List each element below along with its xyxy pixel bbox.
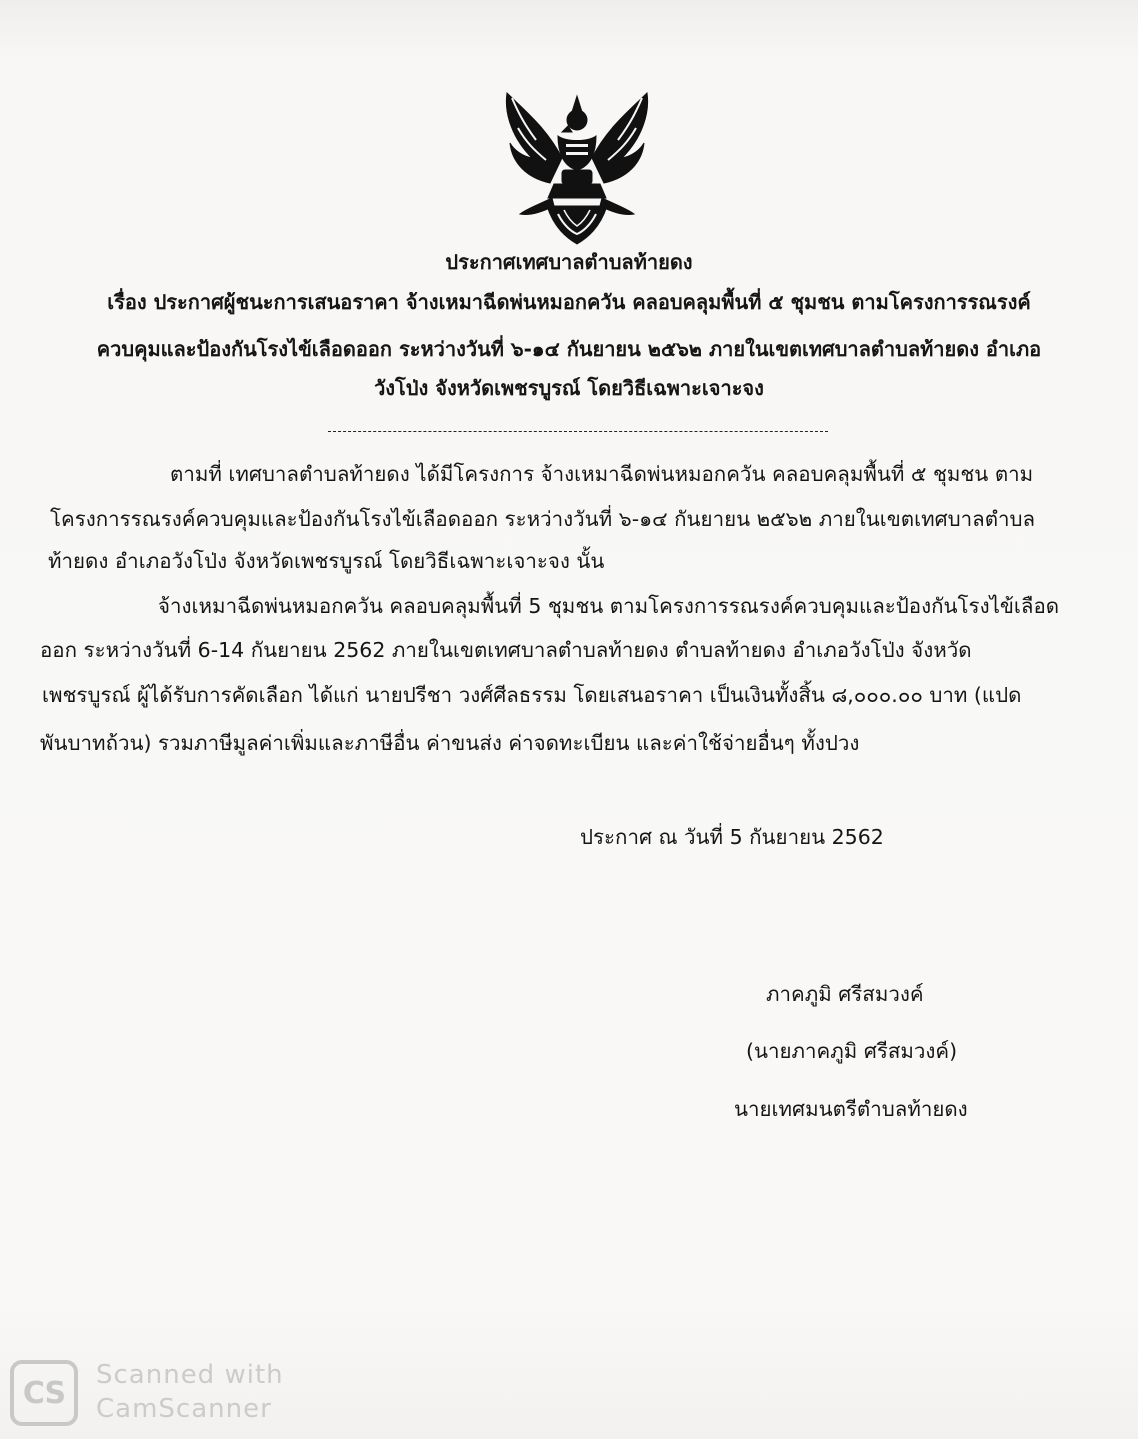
paragraph2-line-3: เพชรบูรณ์ ผู้ได้รับการคัดเลือก ได้แก่ นายปรีชา วงศ์ศีลธรรม โดยเสนอราคา เป็นเงินทั้งสิ้น ๘,๐๐๐.๐๐ บาท (แปด — [42, 683, 1022, 707]
paragraph2-line-1: จ้างเหมาฉีดพ่นหมอกควัน คลอบคลุมพื้นที่ 5 ชุมชน ตามโครงการรณรงค์ควบคุมและป้องกันโรงไข้เลือด — [158, 594, 1060, 618]
separator-dashed-line — [328, 431, 828, 432]
watermark-line-1: Scanned with — [96, 1360, 284, 1390]
paragraph1-line-3: ท้ายดง อำเภอวังโป่ง จังหวัดเพชรบูรณ์ โดยวิธีเฉพาะเจาะจง นั้น — [48, 549, 605, 573]
subject-line-1: เรื่อง ประกาศผู้ชนะการเสนอราคา จ้างเหมาฉีดพ่นหมอกควัน คลอบคลุมพื้นที่ ๕ ชุมชน ตามโครงการรณรงค์ — [107, 290, 1031, 314]
paragraph1-line-2: โครงการรณรงค์ควบคุมและป้องกันโรงไข้เลือดออก ระหว่างวันที่ ๖-๑๔ กันยายน ๒๕๖๒ ภายในเขตเทศบาลตำบล — [50, 507, 1036, 531]
subject-line-2: ควบคุมและป้องกันโรงไข้เลือดออก ระหว่างวันที่ ๖-๑๔ กันยายน ๒๕๖๒ ภายในเขตเทศบาลตำบลท้ายดง อำเภอ — [96, 337, 1042, 361]
paragraph1-line-1: ตามที่ เทศบาลตำบลท้ายดง ได้มีโครงการ จ้างเหมาฉีดพ่นหมอกควัน คลอบคลุมพื้นที่ ๕ ชุมชน ตาม — [170, 462, 1034, 486]
garuda-emblem-icon — [492, 88, 662, 248]
subject-line-3: วังโป่ง จังหวัดเพชรบูรณ์ โดยวิธีเฉพาะเจาะจง — [374, 376, 764, 400]
announcement-date: ประกาศ ณ วันที่ 5 กันยายน 2562 — [580, 825, 884, 849]
paragraph2-line-4: พันบาทถ้วน) รวมภาษีมูลค่าเพิ่มและภาษีอื่น ค่าขนส่ง ค่าจดทะเบียน และค่าใช้จ่ายอื่นๆ ทั้งปวง — [40, 731, 860, 755]
announcement-title: ประกาศเทศบาลตำบลท้ายดง — [445, 250, 693, 274]
paragraph2-line-2: ออก ระหว่างวันที่ 6-14 กันยายน 2562 ภายในเขตเทศบาลตำบลท้ายดง ตำบลท้ายดง อำเภอวังโป่ง จังหวัด — [40, 638, 972, 662]
signature-name: ภาคภูมิ ศรีสมวงค์ — [766, 982, 924, 1006]
watermark-line-2: CamScanner — [96, 1394, 272, 1424]
camscanner-watermark — [10, 1360, 310, 1430]
signature-position: นายเทศมนตรีตำบลท้ายดง — [734, 1097, 968, 1121]
camscanner-logo-icon: CS — [10, 1360, 78, 1426]
signature-full-name: (นายภาคภูมิ ศรีสมวงค์) — [746, 1039, 958, 1063]
